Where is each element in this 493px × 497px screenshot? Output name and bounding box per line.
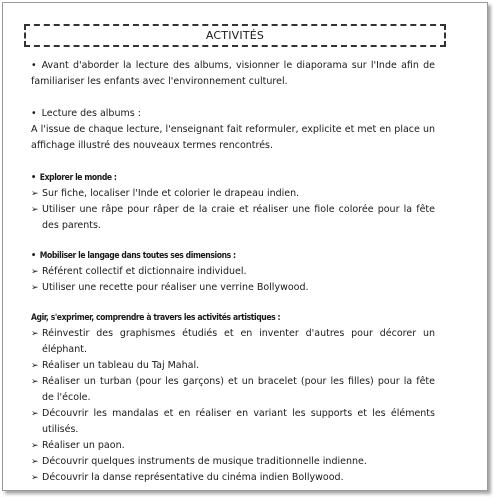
list-item xyxy=(31,186,435,202)
intro-text: Avant d'aborder la lecture des albums, visionner le diaporama sur l'Inde afin de familiariser les enfants avec l'environnement culturel. xyxy=(31,60,435,87)
list-item-text: Sur fiche, localiser l'Inde et colorier le drapeau indien. xyxy=(42,188,300,199)
list-item xyxy=(31,438,435,454)
list-item-text: Réinvestir des graphismes étudiés et en inventer d'autres pour décorer un éléphant. xyxy=(42,328,435,355)
arrow-icon: ➢ xyxy=(31,441,39,451)
arrow-icon: ➢ xyxy=(31,457,39,467)
arrow-icon: ➢ xyxy=(31,361,39,371)
list-item-text: Utiliser une râpe pour râper de la craie et réaliser une fiole colorée pour la fête des parents. xyxy=(42,204,435,231)
bullet-icon: • xyxy=(31,60,37,71)
agir-heading xyxy=(31,310,435,326)
list-item xyxy=(31,454,435,470)
arrow-icon: ➢ xyxy=(31,267,39,277)
list-item xyxy=(31,280,435,296)
intro-paragraph xyxy=(31,58,435,90)
list-item xyxy=(31,406,435,438)
list-item xyxy=(31,326,435,358)
list-item xyxy=(31,470,435,486)
arrow-icon: ➢ xyxy=(31,205,39,215)
list-item-text: Réaliser un tableau du Taj Mahal. xyxy=(42,360,200,371)
list-item xyxy=(31,358,435,374)
arrow-icon: ➢ xyxy=(31,283,39,293)
list-item-text: Réaliser un paon. xyxy=(42,440,125,451)
explorer-heading xyxy=(31,170,435,186)
agir-heading-text: Agir, s'exprimer, comprendre à travers les activités artistiques : xyxy=(31,313,281,323)
lecture-heading xyxy=(31,106,435,122)
list-item xyxy=(31,264,435,280)
list-item-text: Découvrir quelques instruments de musique traditionnelle indienne. xyxy=(42,456,367,467)
langage-heading-text: Mobiliser le langage dans toutes ses dimensions : xyxy=(39,251,236,261)
arrow-icon: ➢ xyxy=(31,329,39,339)
bullet-icon: • xyxy=(31,173,36,183)
list-item-text: Découvrir la danse représentative du cinéma indien Bollywood. xyxy=(42,472,344,483)
arrow-icon: ➢ xyxy=(31,473,39,483)
document-content xyxy=(31,58,435,486)
langage-heading xyxy=(31,248,435,264)
list-item-text: Référent collectif et dictionnaire individuel. xyxy=(42,266,247,277)
arrow-icon: ➢ xyxy=(31,377,39,387)
page-title: ACTIVITÉS xyxy=(205,29,265,42)
lecture-text: A l'issue de chaque lecture, l'enseignant fait reformuler, explicite et met en place un affichage illustré des nouveaux termes rencontrés. xyxy=(31,124,435,151)
list-item-text: Utiliser une recette pour réaliser une verrine Bollywood. xyxy=(42,282,309,293)
list-item xyxy=(31,202,435,234)
bullet-icon: • xyxy=(31,251,36,261)
list-item-text: Réaliser un turban (pour les garçons) et un bracelet (pour les filles) pour la fête de l'école. xyxy=(42,376,435,403)
list-item-text: Découvrir les mandalas et en réaliser en variant les supports et les éléments utilisés. xyxy=(42,408,435,435)
bullet-icon: • xyxy=(31,108,37,119)
arrow-icon: ➢ xyxy=(31,189,39,199)
lecture-heading-text: Lecture des albums : xyxy=(41,108,141,119)
list-item xyxy=(31,374,435,406)
explorer-heading-text: Explorer le monde : xyxy=(39,173,117,183)
arrow-icon: ➢ xyxy=(31,409,39,419)
title-box xyxy=(24,24,446,47)
